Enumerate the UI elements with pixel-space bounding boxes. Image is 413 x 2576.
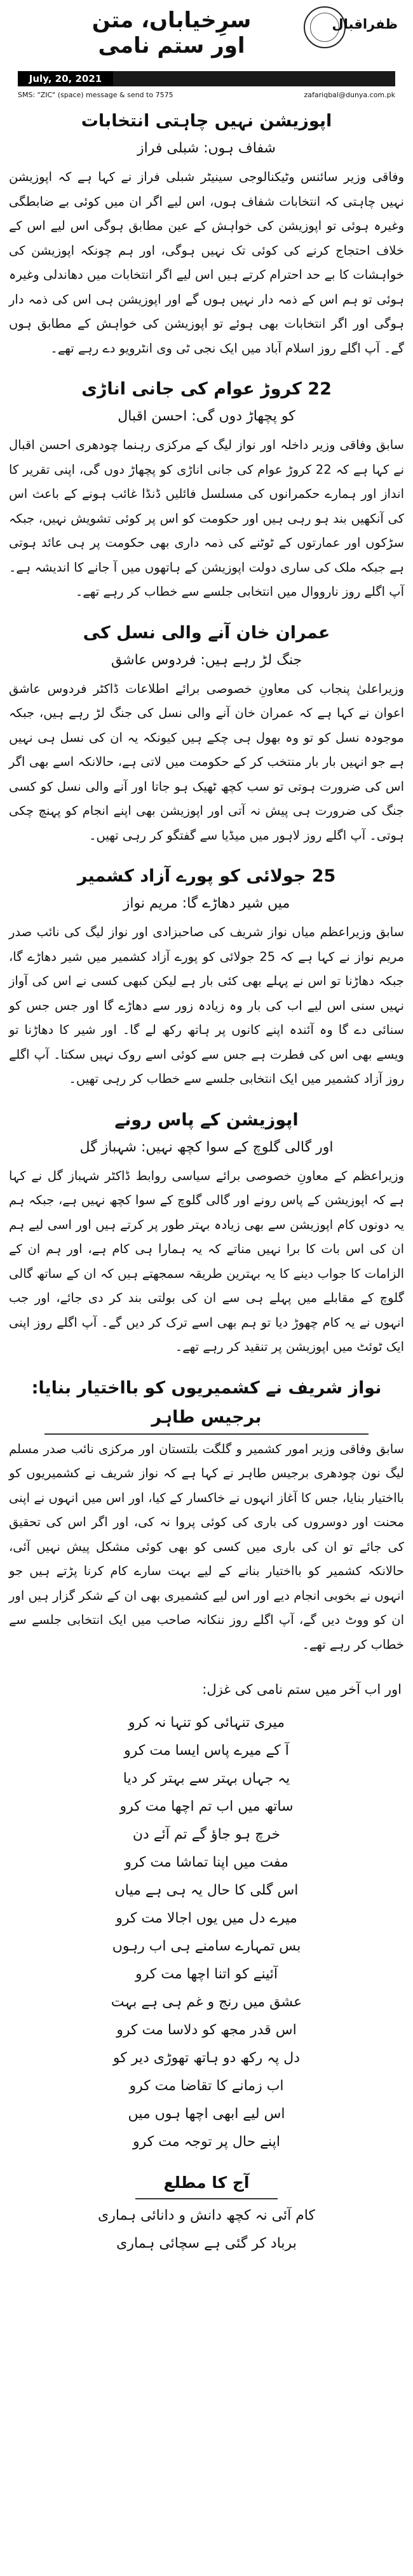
dateline-bar (18, 71, 395, 86)
poem-verse: عشق میں رنج و غم ہی ہے بہت (111, 1994, 302, 2010)
closing-title: آج کا مطلع (163, 2173, 250, 2192)
article-byline: اور گالی گلوچ کے سوا کچھ نہیں: شہباز گل (79, 1139, 334, 1155)
article-2 (9, 375, 404, 605)
article-byline: میں شیر دھاڑے گا: مریم نواز (123, 896, 290, 911)
closing-divider (135, 2198, 278, 2199)
article-byline: شفاف ہوں: شبلی فراز (137, 140, 276, 156)
article-body: وزیراعظم کے معاونِ خصوصی برائے سیاسی روابط ڈاکٹر شہباز گل نے کہا ہے کہ اپوزیشن کے پاس رونے اور گالی گلوچ کے سوا کچھ نہیں ہے، جبکہ ہم یہ دونوں کام اپوزیشن سے بھی زیادہ بہتر طور پر کرتے ہیں اور اسی لیے ہم ان کی اس بات کا برا نہیں مناتے کہ یہ ہمارا ہی کام ہے، اور ہم ان کے الزامات کا جواب دینے کا یہ بہترین طریقہ سمجھتے ہیں کہ ان کے ساتھ گالی گلوچ کے مقابلے میں پہلے ہی سے ان کی بولتی بند کر دی جائے، اور جب انہوں نے یہ کام چھوڑ دیا تو ہم بھی اسے ترک کر دیں گے۔ آپ اگلے روز اپنی ایک ٹوئٹ میں اپوزیشن پر تنقید کر رہے تھے۔ (9, 1168, 404, 1354)
closing-verse: برباد کر گئی ہے سچائی ہماری (116, 2236, 297, 2251)
article-6 (9, 1374, 404, 1658)
poem-verse: اپنے حال پر توجہ مت کرو (133, 2134, 280, 2150)
closing-couplet (9, 2169, 404, 2258)
article-body: سابق وزیراعظم میاں نواز شریف کی صاحبزادی اور نواز لیگ کی نائب صدر مریم نواز نے کہا ہے کہ 25 جولائی کو پورے آزاد کشمیر میں شیر دھاڑے گا، جبکہ دھاڑنا تو اس نے پہلے بھی کئی بار ہے لیکن کبھی کسی نے اس کی آواز نہیں سنی اس لیے اب کی بار وہ زیادہ زور سے دھاڑے گا اور جس جس کو سنائی دے گا وہ آئندہ اپنے کانوں پر ہاتھ رکھ لے گا۔ اور شیر کا دھاڑنا تو ویسے بھی اس کی فطرت ہے جس سے کوئی اسے روک نہیں سکتا۔ آپ اگلے روز آزاد کشمیر میں ایک انتخابی جلسے سے خطاب کر رہی تھیں۔ (9, 925, 405, 1086)
author-email: zafariqbal@dunya.com.pk (304, 91, 395, 99)
poem-verse: اس لیے ابھی اچھا ہوں میں (128, 2106, 285, 2122)
article-headline: 22 کروڑ عوام کی جانی اناڑی (81, 379, 332, 399)
poem-verse: مفت میں اپنا تماشا مت کرو (125, 1855, 288, 1870)
article-headline: عمران خان آنے والی نسل کی (83, 622, 330, 643)
poem-verse: دل پہ رکھ دو ہاتھ تھوڑی دیر کو (112, 2050, 301, 2066)
poem-verse: میرے دل میں یوں اجالا مت کرو (116, 1910, 297, 1926)
poem-verse: یہ جہاں بہتر سے بہتر کر دیا (123, 1771, 290, 1787)
article-body: وفاقی وزیر سائنس وٹیکنالوجی سینیٹر شبلی فراز نے کہا ہے کہ اپوزیشن نہیں چاہتی کہ انتخابات شفاف ہوں، اس لیے اگر ان میں کوئی بے ضابطگی وغیرہ ہوئی تو اپوزیشن کی خواہش کے عین مطابق ہوگی اس لیے اس کے خلاف احتجاج کرنے کی کوئی تک نہیں ہوگی، اور ہم چونکہ اپوزیشن کی خواہشات کا بے حد احترام کرتے ہیں اس لیے اگر انتخابات میں دھاندلی وغیرہ ہوئی تو ہم اس کے ذمہ دار نہیں ہوں گے اور اپوزیشن ہی اس کی ذمہ دار ہوگی اور اگر انتخابات بھی ہوئے تو اپوزیشن کی خواہش کے مطابق ہوں گے۔ آپ اگلے روز اسلام آباد میں ایک نجی ٹی وی انٹرویو دے رہے تھے۔ (9, 170, 404, 356)
article-1 (9, 107, 404, 361)
article-4 (9, 862, 404, 1092)
contact-line (18, 89, 395, 102)
poem-verse: اب زمانے کا تقاضا مت کرو (129, 2078, 284, 2094)
poem-verse: اس قدر مجھ کو دلاسا مت کرو (116, 2022, 297, 2038)
poem-verse: خرچ ہو جاؤ گے تم آئے دن (132, 1827, 281, 1842)
poem-verse: ساتھ میں اب تم اچھا مت کرو (119, 1799, 294, 1815)
article-headline: نواز شریف نے کشمیریوں کو بااختیار بنایا: برجیس طاہر (31, 1378, 382, 1427)
masthead (9, 0, 404, 107)
headline-divider (44, 1433, 369, 1435)
poem-verse: آئینے کو اتنا اچھا مت کرو (135, 1966, 278, 1982)
author-name: ظفراقبال (332, 17, 398, 32)
poem-verse: بس تمہارے سامنے ہی اب رہوں (112, 1938, 301, 1954)
poem-verse: میری تنہائی کو تنہا نہ کرو (128, 1715, 285, 1731)
poem-verse: اس گلی کا حال یہ ہی ہے میاں (114, 1882, 299, 1898)
closing-verse: کام آئی نہ کچھ دانش و دانائی ہماری (98, 2208, 315, 2224)
article-body: وزیراعلیٰ پنجاب کی معاونِ خصوصی برائے اطلاعات ڈاکٹر فردوس عاشق اعوان نے کہا ہے کہ عمران خان آنے والی نسل کی جنگ لڑ رہے ہیں، جبکہ موجودہ نسل کو تو وہ بھول ہی چکے ہیں کیونکہ یہ ان کی نسل ہی نہیں ہے جو انہیں بار بار منتخب کر کے حکومت میں لاتی ہے، حالانکہ اسے بھی اگر اس کی ضرورت ہوتی تو سب کچھ ٹھیک ہو جاتا اور آنے والی نسل کو کسی جنگ کی ضرورت ہی پیش نہ آتی اور اپوزیشن بھی اپنے انجام کو پہنچ چکی ہوتی۔ آپ اگلے روز لاہور میں میڈیا سے گفتگو کر رہی تھیں۔ (9, 681, 404, 843)
column-date: July, 20, 2021 (18, 71, 113, 86)
article-headline: اپوزیشن نہیں چاہتی انتخابات (81, 111, 332, 131)
sms-instruction: SMS: "ZIC" (space) message & send to 7575 (18, 91, 173, 99)
article-5 (9, 1106, 404, 1360)
ghazal (9, 1709, 404, 2156)
poem-intro: اور اب آخر میں ستم نامی کی غزل: (202, 1682, 402, 1697)
article-3 (9, 619, 404, 849)
article-body: سابق وفاقی وزیر امور کشمیر و گلگت بلتستان اور مرکزی نائب صدر مسلم لیگ نون چودھری برجیس طاہر نے کہا ہے کہ نواز شریف نے کشمیریوں کو بااختیار بنایا، جس کا آغاز انہوں نے خاکسار کے کیا، اور اس میں انہوں نے اپنی محنت اور دوسروں کی باری کی کوئی پروا نہ کی، اور اگر اس کی تحقیق کی جائے تو ان کی باری میں کسی کو بھی کوئی مشکل پیش نہیں آئی، حالانکہ کشمیر کو بااختیار بنانے کے لیے بہت سارے کام کرنا پڑتے ہیں جو انہوں نے بخوبی انجام دیے اور اس لیے کشمیری بھی ان کے شکر گزار ہیں اور ان کو ووٹ دیں گے، آپ اگلے روز ننکانہ صاحب میں ایک انتخابی جلسے سے خطاب کر رہے تھے۔ (9, 1441, 404, 1652)
article-headline: اپوزیشن کے پاس رونے (114, 1110, 299, 1130)
article-byline: جنگ لڑ رہے ہیں: فردوس عاشق (111, 652, 302, 668)
poem-verse: آ کے میرے پاس ایسا مت کرو (124, 1743, 289, 1759)
column-title: سرِخیاباں، متن اور ستم نامی (91, 8, 252, 58)
article-headline: 25 جولائی کو پورے آزاد کشمیر (77, 866, 336, 886)
article-byline: کو پچھاڑ دوں گی: احسن اقبال (118, 408, 295, 424)
article-body: سابق وفاقی وزیر داخلہ اور نواز لیگ کے مرکزی رہنما چودھری احسن اقبال نے کہا ہے کہ 22 کروڑ عوام کی جانی اناڑی کو پچھاڑ دوں گی، اپنی تقریر کا انداز اور ہمارے حکمرانوں کی مسلسل فائلیں ڈنڈا غائب ہونے کے باعث اس کی آنکھیں بند ہو رہی ہیں اور حکومت کو اس پر کوئی تشویش نہیں، جبکہ سڑکوں اور عمارتوں کے ٹوٹنے کی ذمہ داری بھی حکومت پر ہی عائد ہوتی ہے جبکہ ملک کی ساری دولت اپوزیشن کے ہاتھوں میں آ جانے کا اندیشہ ہے۔ آپ اگلے روز نارووال میں انتخابی جلسے سے خطاب کر رہے تھے۔ (9, 438, 404, 599)
